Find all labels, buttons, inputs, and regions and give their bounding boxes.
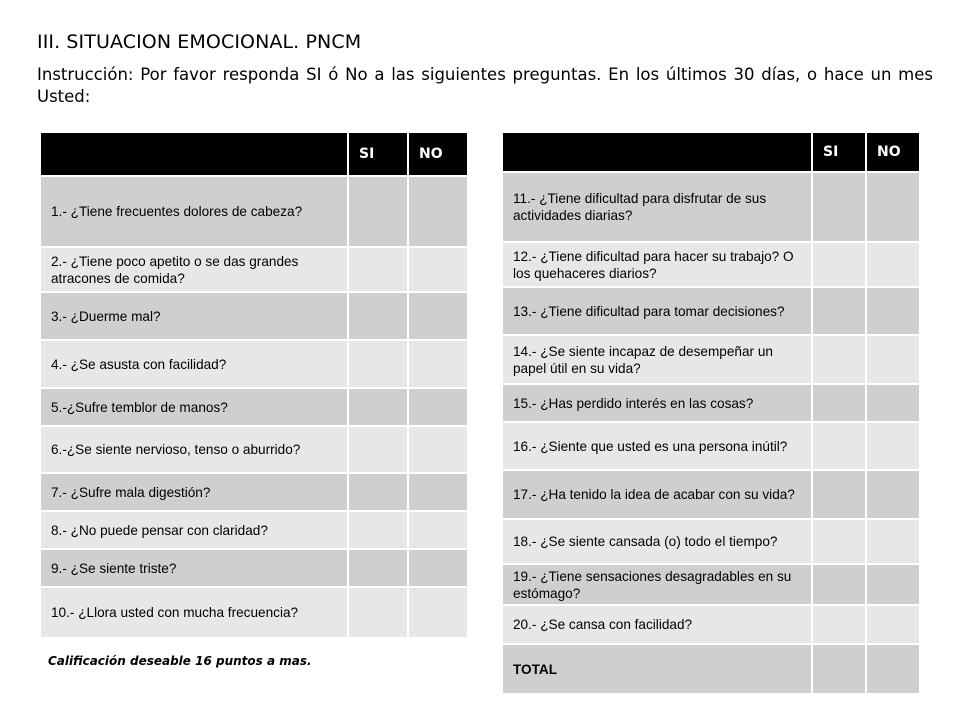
- questions-table-right: [501, 131, 921, 695]
- questions-table-left: [39, 131, 469, 639]
- question-row: [40, 549, 468, 587]
- answer-cell-si[interactable]: [812, 335, 866, 384]
- instruction-text: Instrucción: Por favor responda SI ó No a las siguientes preguntas. En los últimos 30 días, o hace un mes Usted:: [37, 65, 933, 106]
- answer-cell-si[interactable]: [812, 172, 866, 242]
- answer-cell-si[interactable]: [348, 587, 408, 638]
- answer-cell-no[interactable]: [408, 549, 468, 587]
- answer-cell-no[interactable]: [408, 247, 468, 292]
- total-cell-si[interactable]: [812, 644, 866, 694]
- answer-cell-si[interactable]: [812, 564, 866, 605]
- question-text: 6.-¿Se siente nervioso, tenso o aburrido?: [40, 426, 348, 473]
- page-title: III. SITUACION EMOCIONAL. PNCM: [37, 31, 362, 53]
- question-row: [502, 172, 920, 242]
- answer-cell-si[interactable]: [812, 519, 866, 564]
- question-text: 20.- ¿Se cansa con facilidad?: [502, 605, 812, 644]
- question-text: 18.- ¿Se siente cansada (o) todo el tiempo?: [502, 519, 812, 564]
- question-row: [502, 422, 920, 470]
- answer-cell-no[interactable]: [408, 426, 468, 473]
- answer-cell-si[interactable]: [812, 422, 866, 470]
- answer-cell-no[interactable]: [408, 587, 468, 638]
- answer-cell-si[interactable]: [812, 384, 866, 422]
- question-row: [502, 287, 920, 335]
- answer-cell-no[interactable]: [866, 287, 920, 335]
- question-row: [40, 388, 468, 426]
- question-text: 5.-¿Sufre temblor de manos?: [40, 388, 348, 426]
- header-no: NO: [866, 132, 920, 172]
- answer-cell-no[interactable]: [866, 422, 920, 470]
- header-no: NO: [408, 132, 468, 176]
- question-row: [502, 605, 920, 644]
- question-row: [40, 473, 468, 511]
- answer-cell-no[interactable]: [866, 242, 920, 287]
- answer-cell-si[interactable]: [812, 470, 866, 519]
- question-text: 14.- ¿Se siente incapaz de desempeñar un papel útil en su vida?: [502, 335, 812, 384]
- answer-cell-si[interactable]: [348, 473, 408, 511]
- question-row: [40, 247, 468, 292]
- question-row: [502, 335, 920, 384]
- answer-cell-si[interactable]: [348, 340, 408, 388]
- question-row: [40, 511, 468, 549]
- header-si: SI: [812, 132, 866, 172]
- question-row: [40, 176, 468, 247]
- answer-cell-si[interactable]: [812, 605, 866, 644]
- answer-cell-si[interactable]: [348, 247, 408, 292]
- answer-cell-si[interactable]: [348, 426, 408, 473]
- answer-cell-si[interactable]: [348, 292, 408, 340]
- question-text: 3.- ¿Duerme mal?: [40, 292, 348, 340]
- header-blank: [40, 132, 348, 176]
- answer-cell-si[interactable]: [348, 549, 408, 587]
- question-row: [502, 470, 920, 519]
- answer-cell-no[interactable]: [408, 473, 468, 511]
- question-row: [502, 242, 920, 287]
- question-row: [40, 292, 468, 340]
- answer-cell-no[interactable]: [866, 335, 920, 384]
- question-text: 17.- ¿Ha tenido la idea de acabar con su vida?: [502, 470, 812, 519]
- total-row: [502, 644, 920, 694]
- answer-cell-no[interactable]: [866, 519, 920, 564]
- answer-cell-si[interactable]: [348, 388, 408, 426]
- answer-cell-si[interactable]: [348, 176, 408, 247]
- total-cell-no[interactable]: [866, 644, 920, 694]
- question-text: 10.- ¿Llora usted con mucha frecuencia?: [40, 587, 348, 638]
- answer-cell-si[interactable]: [812, 287, 866, 335]
- question-text: 7.- ¿Sufre mala digestión?: [40, 473, 348, 511]
- answer-cell-no[interactable]: [866, 470, 920, 519]
- answer-cell-no[interactable]: [408, 340, 468, 388]
- answer-cell-no[interactable]: [408, 511, 468, 549]
- question-text: 19.- ¿Tiene sensaciones desagradables en su estómago?: [502, 564, 812, 605]
- answer-cell-no[interactable]: [408, 292, 468, 340]
- question-row: [40, 587, 468, 638]
- scoring-note: Calificación deseable 16 puntos a mas.: [48, 654, 312, 668]
- answer-cell-no[interactable]: [866, 384, 920, 422]
- question-row: [502, 564, 920, 605]
- answer-cell-si[interactable]: [812, 242, 866, 287]
- question-text: 11.- ¿Tiene dificultad para disfrutar de sus actividades diarias?: [502, 172, 812, 242]
- answer-cell-no[interactable]: [408, 388, 468, 426]
- question-text: 13.- ¿Tiene dificultad para tomar decisiones?: [502, 287, 812, 335]
- question-row: [502, 384, 920, 422]
- header-si: SI: [348, 132, 408, 176]
- question-row: [40, 426, 468, 473]
- answer-cell-no[interactable]: [866, 172, 920, 242]
- question-text: 1.- ¿Tiene frecuentes dolores de cabeza?: [40, 176, 348, 247]
- question-text: 8.- ¿No puede pensar con claridad?: [40, 511, 348, 549]
- answer-cell-si[interactable]: [348, 511, 408, 549]
- question-text: 15.- ¿Has perdido interés en las cosas?: [502, 384, 812, 422]
- question-text: 12.- ¿Tiene dificultad para hacer su trabajo? O los quehaceres diarios?: [502, 242, 812, 287]
- total-label: TOTAL: [502, 644, 812, 694]
- answer-cell-no[interactable]: [408, 176, 468, 247]
- question-row: [40, 340, 468, 388]
- answer-cell-no[interactable]: [866, 605, 920, 644]
- answer-cell-no[interactable]: [866, 564, 920, 605]
- question-text: 16.- ¿Siente que usted es una persona inútil?: [502, 422, 812, 470]
- header-blank: [502, 132, 812, 172]
- question-text: 2.- ¿Tiene poco apetito o se das grandes atracones de comida?: [40, 247, 348, 292]
- question-row: [502, 519, 920, 564]
- question-text: 9.- ¿Se siente triste?: [40, 549, 348, 587]
- question-text: 4.- ¿Se asusta con facilidad?: [40, 340, 348, 388]
